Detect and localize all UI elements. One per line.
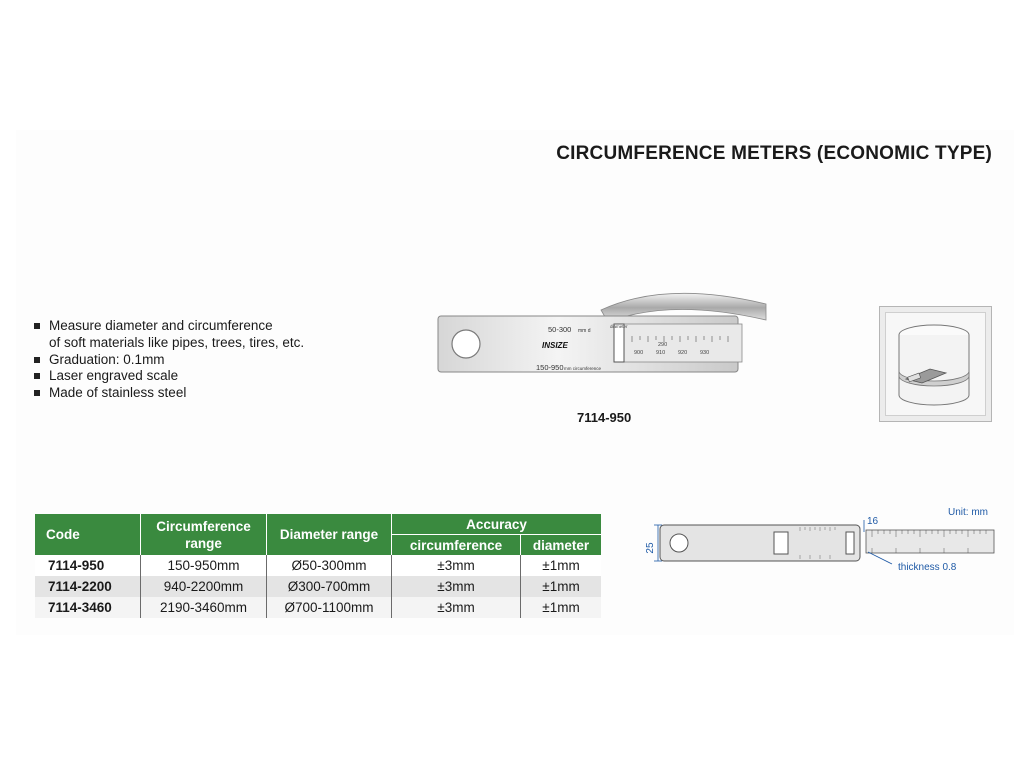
cell-code: 7114-2200 [35,576,141,597]
feature-text: Made of stainless steel [49,385,187,401]
cell-diameter: Ø700-1100mm [267,597,392,618]
feature-text: Graduation: 0.1mm [49,351,165,367]
feature-item [34,352,304,369]
scale-top-label: 50-300 [548,325,572,334]
tape-window [614,324,624,362]
header-accuracy-circumference: circumference [392,535,521,556]
tape-number: 910 [656,350,666,356]
table-row [35,555,601,576]
usage-inset [879,306,992,422]
header-code: Code [35,514,141,555]
cell-diameter: Ø300-700mm [267,576,392,597]
cell-accuracy-circumference: ±3mm [392,576,521,597]
cell-circumference: 940-2200mm [141,576,267,597]
scale-top-unit: mm d [578,328,591,334]
marker-label: diameter [610,324,628,329]
feature-text: Laser engraved scale [49,368,179,384]
header-accuracy-diameter: diameter [521,535,602,556]
technical-drawing [640,504,1000,584]
tape-width-dimension: 16 [867,516,879,527]
feature-text: Measure diameter and circumference [49,318,273,333]
upper-number: 290 [658,342,668,348]
cell-circumference: 150-950mm [141,555,267,576]
tape-number: 920 [678,350,688,356]
slot-outline [846,532,854,554]
scale-bottom-unit: mm circumference [564,366,602,371]
header-accuracy: Accuracy [392,514,602,535]
cell-accuracy-circumference: ±3mm [392,597,521,618]
cell-code: 7114-3460 [35,597,141,618]
product-code: 7114-950 [577,410,632,425]
feature-item [34,385,304,402]
thickness-label: thickness 0.8 [898,562,957,573]
page-title: CIRCUMFERENCE METERS (ECONOMIC TYPE) [556,143,992,164]
hook-hole [452,330,480,358]
tape-outline [866,530,994,553]
cylinder-illustration [886,313,985,415]
feature-item [34,318,304,335]
feature-item [34,368,304,385]
usage-inset-frame [885,312,986,416]
tape-number: 930 [700,350,710,356]
cell-accuracy-diameter: ±1mm [521,597,602,618]
window-outline [774,532,788,554]
feature-list [34,318,304,402]
product-photo [436,286,776,386]
cell-code: 7114-950 [35,555,141,576]
bullet-icon [34,373,40,379]
table-row [35,597,601,618]
cell-accuracy-diameter: ±1mm [521,576,602,597]
scale-bottom-label: 150-950 [536,363,564,372]
brand-logo: INSIZE [542,341,568,350]
hole-outline [670,534,688,552]
tape-section [614,324,742,362]
tape-number: 900 [634,350,644,356]
height-dimension: 25 [645,542,656,554]
unit-label: Unit: mm [948,507,988,518]
header-circumference-range: Circumference range [141,514,267,555]
feature-item [34,335,304,352]
bullet-icon [34,357,40,363]
bullet-icon [34,323,40,329]
header-diameter-range: Diameter range [267,514,392,555]
cell-accuracy-diameter: ±1mm [521,555,602,576]
cell-accuracy-circumference: ±3mm [392,555,521,576]
bullet-icon [34,390,40,396]
cell-circumference: 2190-3460mm [141,597,267,618]
table-row [35,576,601,597]
cell-diameter: Ø50-300mm [267,555,392,576]
spec-table [35,514,601,618]
feature-text: of soft materials like pipes, trees, tires, etc. [49,334,305,350]
